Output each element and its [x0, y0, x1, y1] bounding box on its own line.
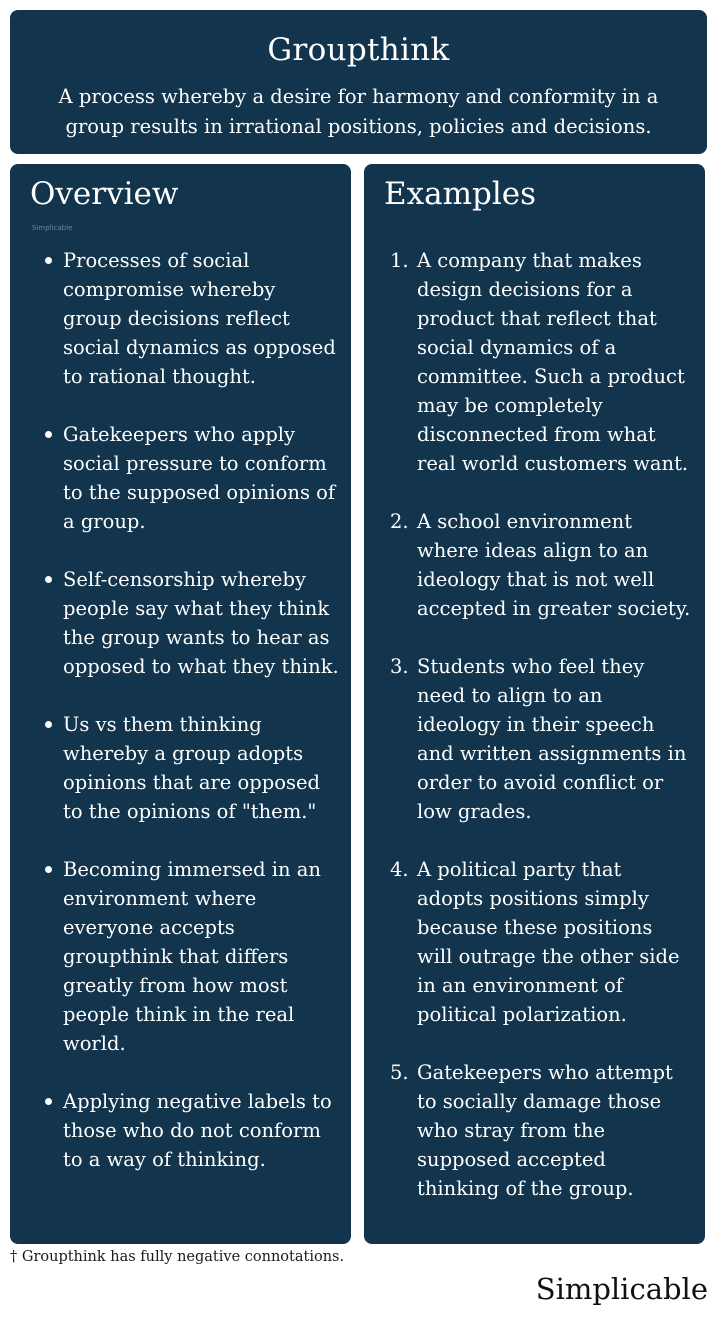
list-item — [364, 1058, 705, 1203]
watermark: Simplicable — [32, 224, 73, 232]
list-item-text: A company that makes design decisions for a product that reflect that social dynamics of a committee. Such a product may be completely disconnected from what real world customers want. — [417, 249, 689, 475]
examples-heading: Examples — [384, 176, 537, 212]
list-item — [10, 246, 351, 391]
list-item — [10, 710, 351, 826]
list-item-text: Gatekeepers who apply social pressure to conform to the supposed opinions of a group. — [63, 423, 336, 533]
overview-heading: Overview — [30, 176, 179, 212]
bullet-icon — [45, 431, 52, 438]
list-number: 1. — [390, 249, 409, 272]
list-item — [10, 1087, 351, 1174]
list-item-text: Becoming immersed in an environment where everyone accepts groupthink that differs greatly from how most people think in the real world. — [63, 858, 321, 1055]
overview-list — [10, 246, 351, 1203]
definition-text: A process whereby a desire for harmony and conformity in a group results in irrational positions, policies and decisions. — [58, 85, 659, 138]
examples-panel — [364, 164, 705, 1244]
bullet-icon — [45, 576, 52, 583]
list-number: 4. — [390, 858, 409, 881]
list-item-text: Processes of social compromise whereby group decisions reflect social dynamics as opposed to rational thought. — [63, 249, 336, 388]
list-number: 5. — [390, 1061, 409, 1084]
list-item-text: A school environment where ideas align to an ideology that is not well accepted in greater society. — [417, 510, 691, 620]
list-item — [10, 855, 351, 1058]
examples-list — [364, 246, 705, 1232]
list-item-text: A political party that adopts positions simply because these positions will outrage the other side in an environment of political polarization. — [417, 858, 680, 1026]
brand-logo: Simplicable — [535, 1272, 708, 1306]
list-item — [364, 246, 705, 478]
list-item — [364, 507, 705, 623]
bullet-icon — [45, 721, 52, 728]
bullet-icon — [45, 1098, 52, 1105]
bullet-icon — [45, 866, 52, 873]
list-item-text: Students who feel they need to align to an ideology in their speech and written assignments in order to avoid conflict or low grades. — [417, 655, 687, 823]
list-number: 2. — [390, 510, 409, 533]
list-item-text: Self-censorship whereby people say what they think the group wants to hear as opposed to what they think. — [63, 568, 339, 678]
bullet-icon — [45, 257, 52, 264]
page-title: Groupthink — [267, 32, 450, 68]
list-item — [10, 565, 351, 681]
list-item-text: Us vs them thinking whereby a group adopts opinions that are opposed to the opinions of "them." — [63, 713, 320, 823]
list-item — [364, 855, 705, 1029]
list-item — [364, 652, 705, 826]
list-item-text: Gatekeepers who attempt to socially damage those who stray from the supposed accepted thinking of the group. — [417, 1061, 673, 1200]
list-item-text: Applying negative labels to those who do not conform to a way of thinking. — [63, 1090, 332, 1171]
overview-panel — [10, 164, 351, 1244]
list-item — [10, 420, 351, 536]
list-number: 3. — [390, 655, 409, 678]
header-panel — [10, 10, 707, 154]
footnote: † Groupthink has fully negative connotations. — [10, 1249, 345, 1265]
